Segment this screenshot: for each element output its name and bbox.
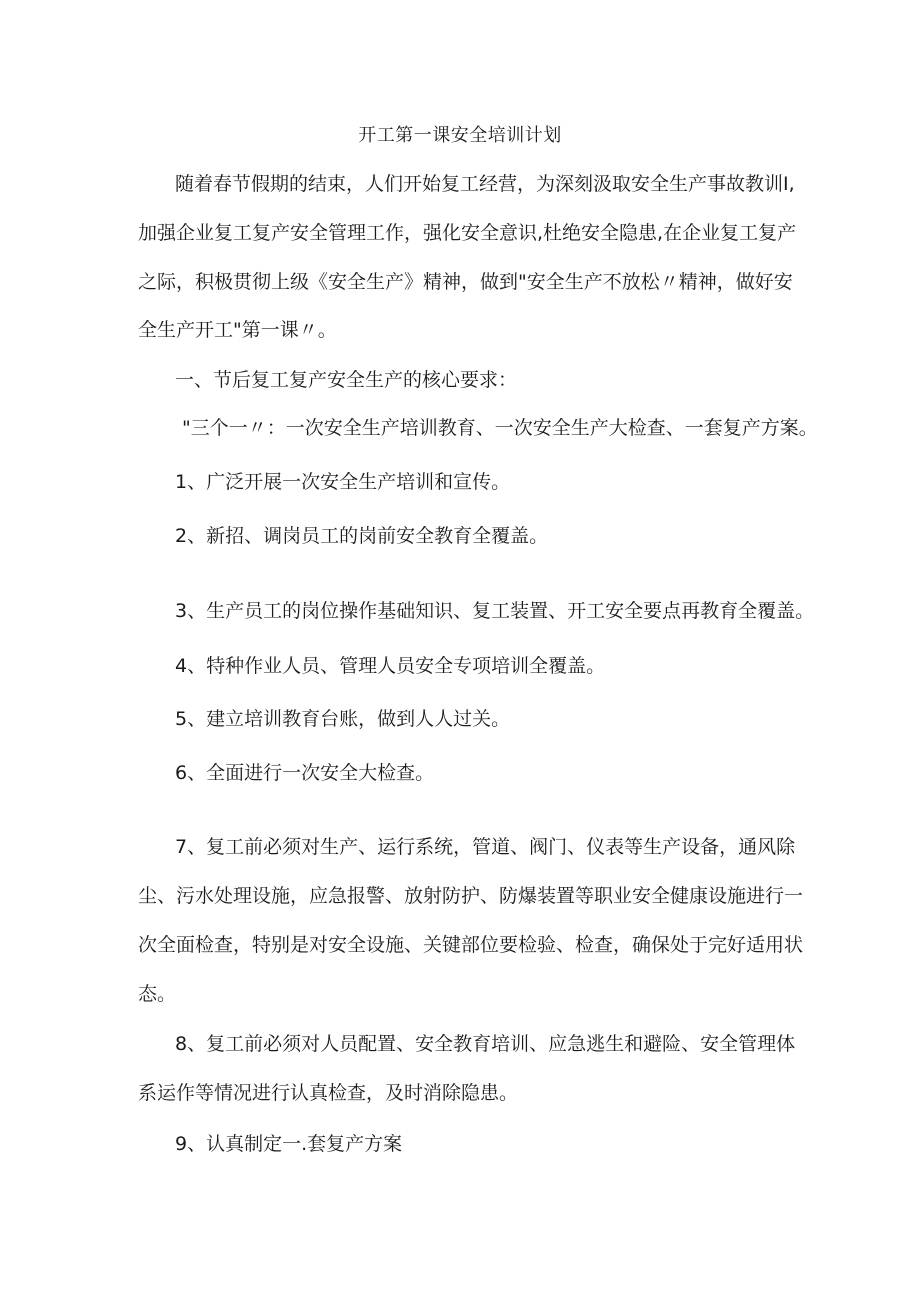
intro-line-2: 加强企业复工复产安全管理工作，强化安全意识,杜绝安全隐患,在企业复工复产 xyxy=(138,222,797,244)
list-item-3: 3、生产员工的岗位操作基础知识、复工装置、开工安全要点再教育全覆盖。 xyxy=(175,600,815,622)
list-item-7-line-4: 态。 xyxy=(138,983,177,1005)
list-item-6: 6、全面进行一次安全大检查。 xyxy=(175,762,435,784)
list-item-8-line-2: 系运作等情况进行认真检查，及时消除隐患。 xyxy=(138,1082,519,1104)
section-heading: 一、节后复工复产安全生产的核心要求： xyxy=(175,369,518,391)
list-item-5: 5、建立培训教育台账，做到人人过关。 xyxy=(175,708,511,730)
three-ones-summary: "三个一〃：一次安全生产培训教育、一次安全生产大检查、一套复产方案。 xyxy=(182,417,818,439)
list-item-7-line-1: 7、复工前必须对生产、运行系统，管道、阀门、仪表等生产设备，通风除 xyxy=(175,836,796,858)
list-item-7-line-2: 尘、污水处理设施，应急报警、放射防护、防爆装置等职业安全健康设施进行一 xyxy=(138,885,804,907)
list-item-2: 2、新招、调岗员工的岗前安全教育全覆盖。 xyxy=(175,525,549,547)
list-item-9: 9、认真制定一.套复产方案 xyxy=(175,1133,403,1155)
intro-line-3: 之际，积极贯彻上级《安全生产》精神，做到"安全生产不放松〃精神，做好安 xyxy=(138,271,793,293)
list-item-7-line-3: 次全面检查，特别是对安全设施、关键部位要检验、检查，确保处于完好适用状 xyxy=(138,934,804,956)
list-item-8-line-1: 8、复工前必须对人员配置、安全教育培训、应急逃生和避险、安全管理体 xyxy=(175,1033,796,1055)
document-title: 开工第一课安全培训计划 xyxy=(358,125,562,146)
list-item-1: 1、广泛开展一次安全生产培训和宣传。 xyxy=(175,471,511,493)
intro-line-1: 随着春节假期的结束，人们开始复工经营，为深刻汲取安全生产事故教训I, xyxy=(175,173,795,195)
list-item-4: 4、特种作业人员、管理人员安全专项培训全覆盖。 xyxy=(175,655,606,677)
intro-line-4: 全生产开工"第一课〃。 xyxy=(138,319,337,341)
